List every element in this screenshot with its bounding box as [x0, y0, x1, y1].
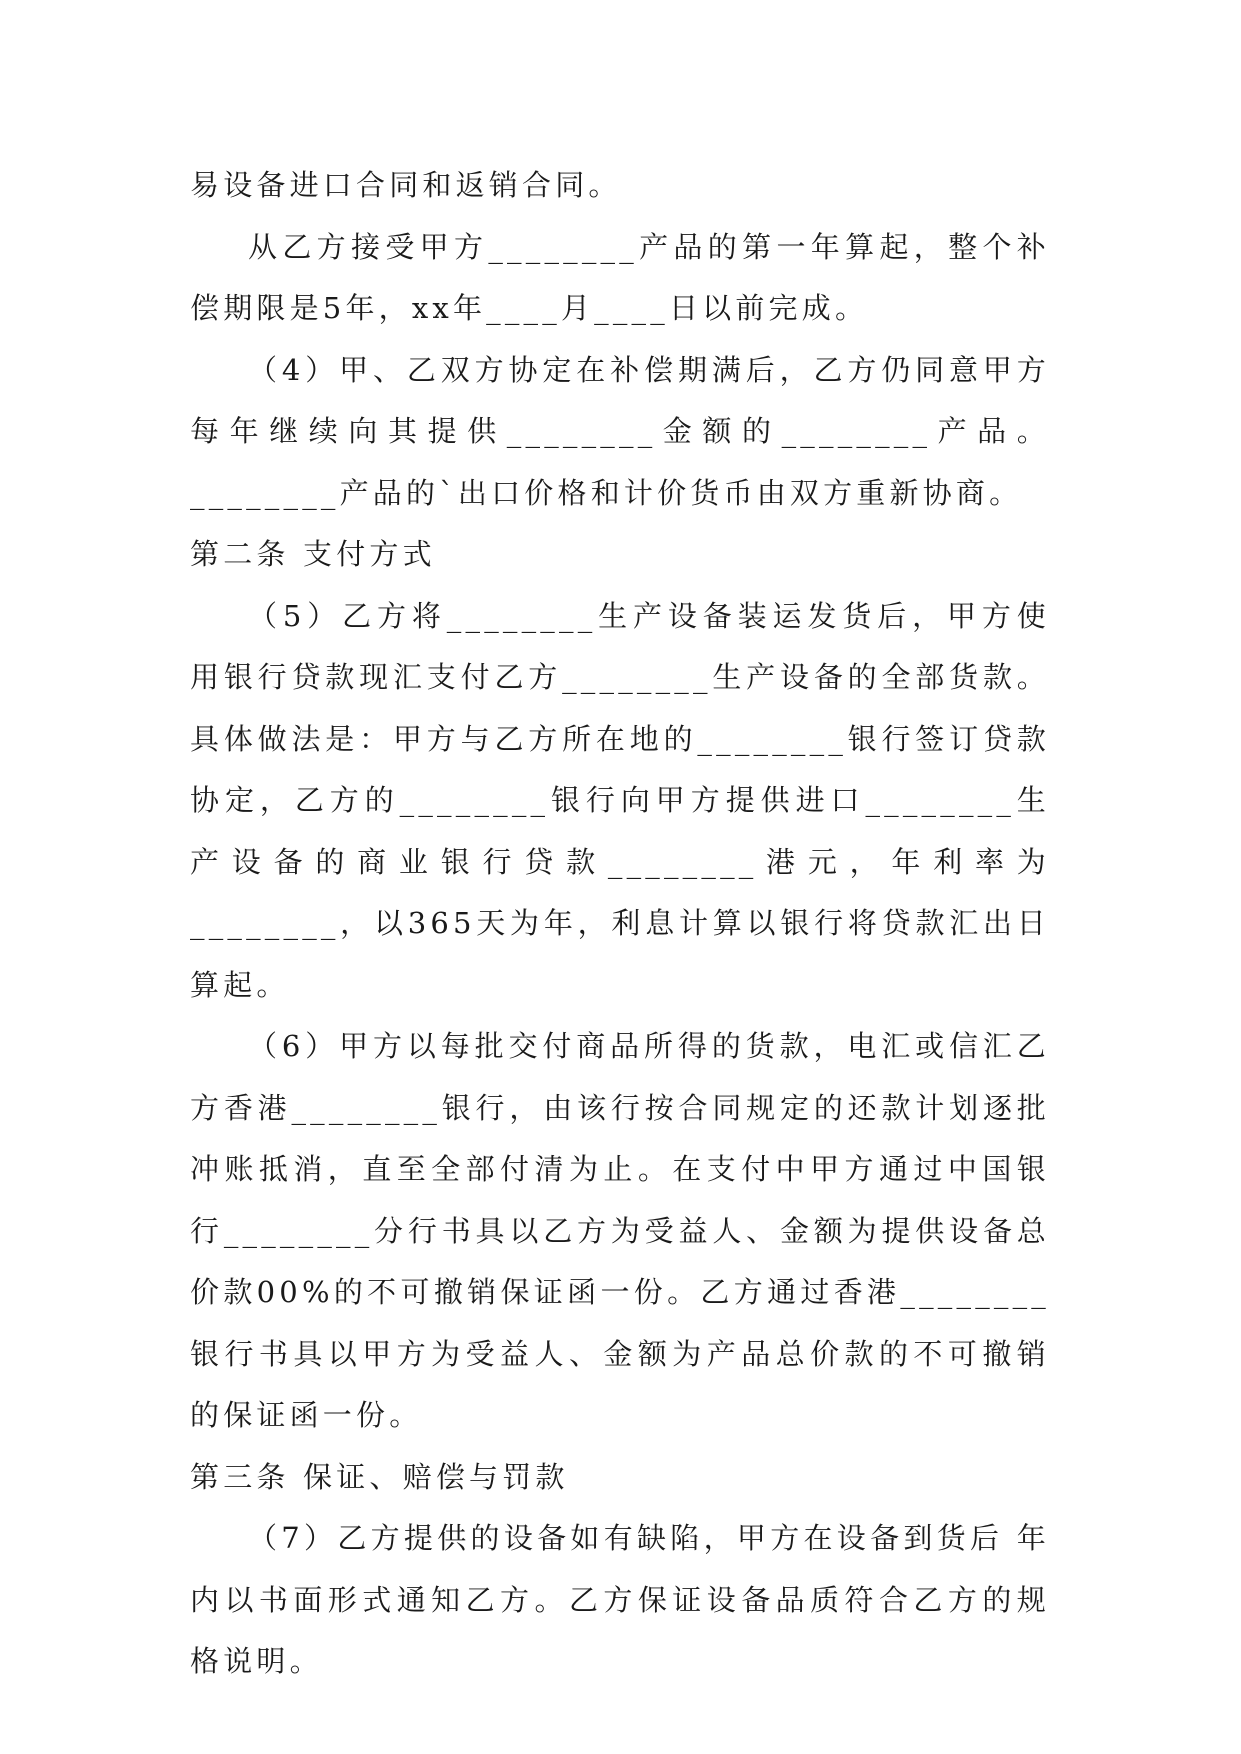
- paragraph-compensation-period: 从乙方接受甲方________产品的第一年算起，整个补偿期限是5年，xx年____月____日以前完成。: [190, 229, 1050, 325]
- paragraph-clause-4: （4）甲、乙双方协定在补偿期满后，乙方仍同意甲方每年继续向其提供________金额的________产品。________产品的`出口价格和计价货币由双方重新协商。: [190, 352, 1050, 510]
- article-2-heading: 第二条 支付方式: [190, 537, 436, 571]
- paragraph-clause-7: （7）乙方提供的设备如有缺陷，甲方在设备到货后 年内以书面形式通知乙方。乙方保证设备品质符合乙方的规格说明。: [190, 1521, 1050, 1678]
- article-3-heading: 第三条 保证、赔偿与罚款: [190, 1459, 569, 1494]
- paragraph-clause-6: （6）甲方以每批交付商品所得的货款，电汇或信汇乙方香港________银行，由该行按合同规定的还款计划逐批冲账抵消，直至全部付清为止。在支付中甲方通过中国银行________分行书具以乙方为受益人、金额为提供设备总价款00%的不可撤销保证函一份。乙方通过香港________银行书具以甲方为受益人、金额为产品总价款的不可撤销的保证函一份。: [190, 1029, 1050, 1432]
- paragraph-clause-5: （5）乙方将________生产设备装运发货后，甲方使用银行贷款现汇支付乙方________生产设备的全部货款。具体做法是：甲方与乙方所在地的________银行签订贷款协定，乙方的________银行向甲方提供进口________生产设备的商业银行贷款________港元，年利率为________，以365天为年，利息计算以银行将贷款汇出日算起。: [190, 598, 1050, 1002]
- document-body: [190, 155, 1050, 1693]
- paragraph-continuation: 易设备进口合同和返销合同。: [190, 168, 622, 202]
